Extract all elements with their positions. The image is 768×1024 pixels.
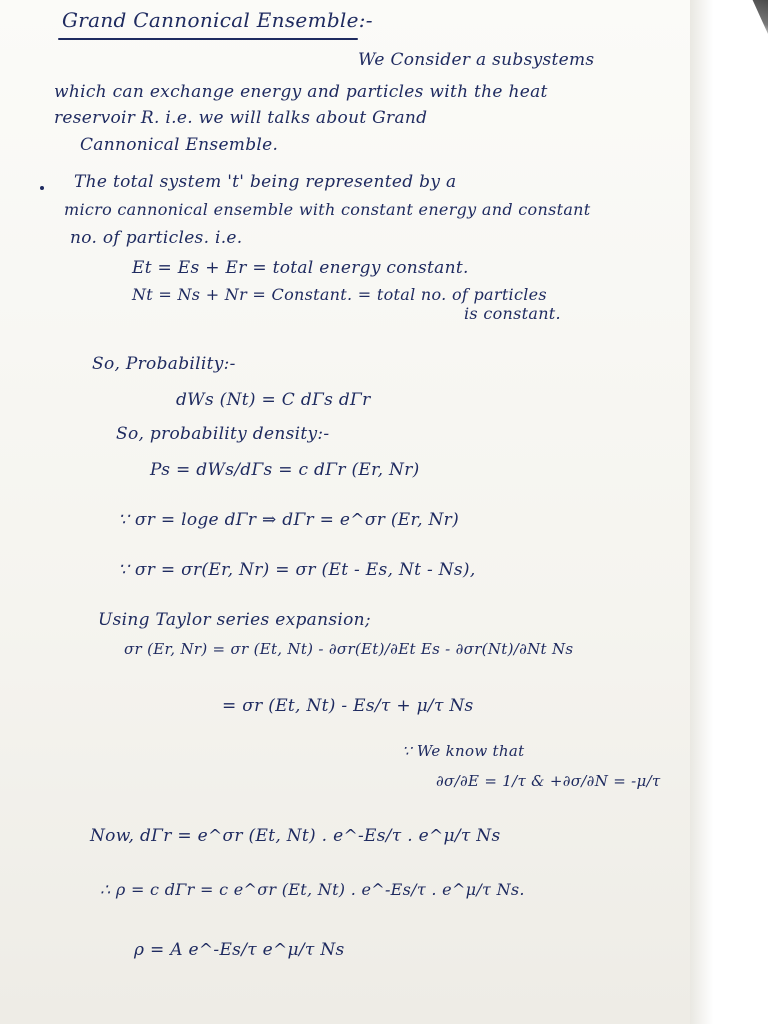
- title: Grand Cannonical Ensemble:-: [62, 8, 373, 32]
- text-line: ∵ We know that: [402, 742, 525, 760]
- text-line: We Consider a subsystems: [358, 50, 595, 70]
- title-underline: [58, 38, 358, 40]
- section-heading: So, probability density:-: [116, 424, 330, 444]
- equation: Et = Es + Er = total energy constant.: [132, 258, 469, 278]
- section-heading: So, Probability:-: [92, 354, 236, 374]
- text-line: Using Taylor series expansion;: [98, 610, 371, 630]
- equation: Ps = dWs/dΓs = c dΓr (Er, Nr): [150, 460, 420, 480]
- equation: ∵ σr = loge dΓr ⇒ dΓr = e^σr (Er, Nr): [118, 510, 460, 530]
- text-line: which can exchange energy and particles with the heat: [54, 82, 548, 102]
- equation: ρ = A e^-Es/τ e^μ/τ Ns: [134, 940, 345, 960]
- text-line: is constant.: [464, 304, 561, 323]
- text-line: no. of particles. i.e.: [70, 228, 243, 248]
- equation: σr (Er, Nr) = σr (Et, Nt) - ∂σr(Et)/∂Et Es - ∂σr(Nt)/∂Nt Ns: [124, 640, 574, 658]
- equation: ∂σ/∂E = 1/τ & +∂σ/∂N = -μ/τ: [436, 772, 661, 790]
- text-line: Cannonical Ensemble.: [80, 135, 279, 155]
- equation: dWs (Nt) = C dΓs dΓr: [176, 390, 371, 410]
- text-line: The total system 't' being represented by a: [74, 172, 457, 192]
- text-line: micro cannonical ensemble with constant energy and constant: [64, 200, 591, 219]
- page-edge: [690, 0, 768, 1024]
- equation: ∵ σr = σr(Er, Nr) = σr (Et - Es, Nt - Ns),: [118, 560, 476, 580]
- text-line: reservoir R. i.e. we will talks about Grand: [54, 108, 428, 128]
- equation: Now, dΓr = e^σr (Et, Nt) . e^-Es/τ . e^μ/τ Ns: [90, 826, 501, 846]
- equation: = σr (Et, Nt) - Es/τ + μ/τ Ns: [222, 696, 474, 716]
- bullet-dot: [40, 186, 44, 190]
- equation: Nt = Ns + Nr = Constant. = total no. of particles: [132, 285, 547, 304]
- equation: ∴ ρ = c dΓr = c e^σr (Et, Nt) . e^-Es/τ . e^μ/τ Ns.: [100, 880, 525, 899]
